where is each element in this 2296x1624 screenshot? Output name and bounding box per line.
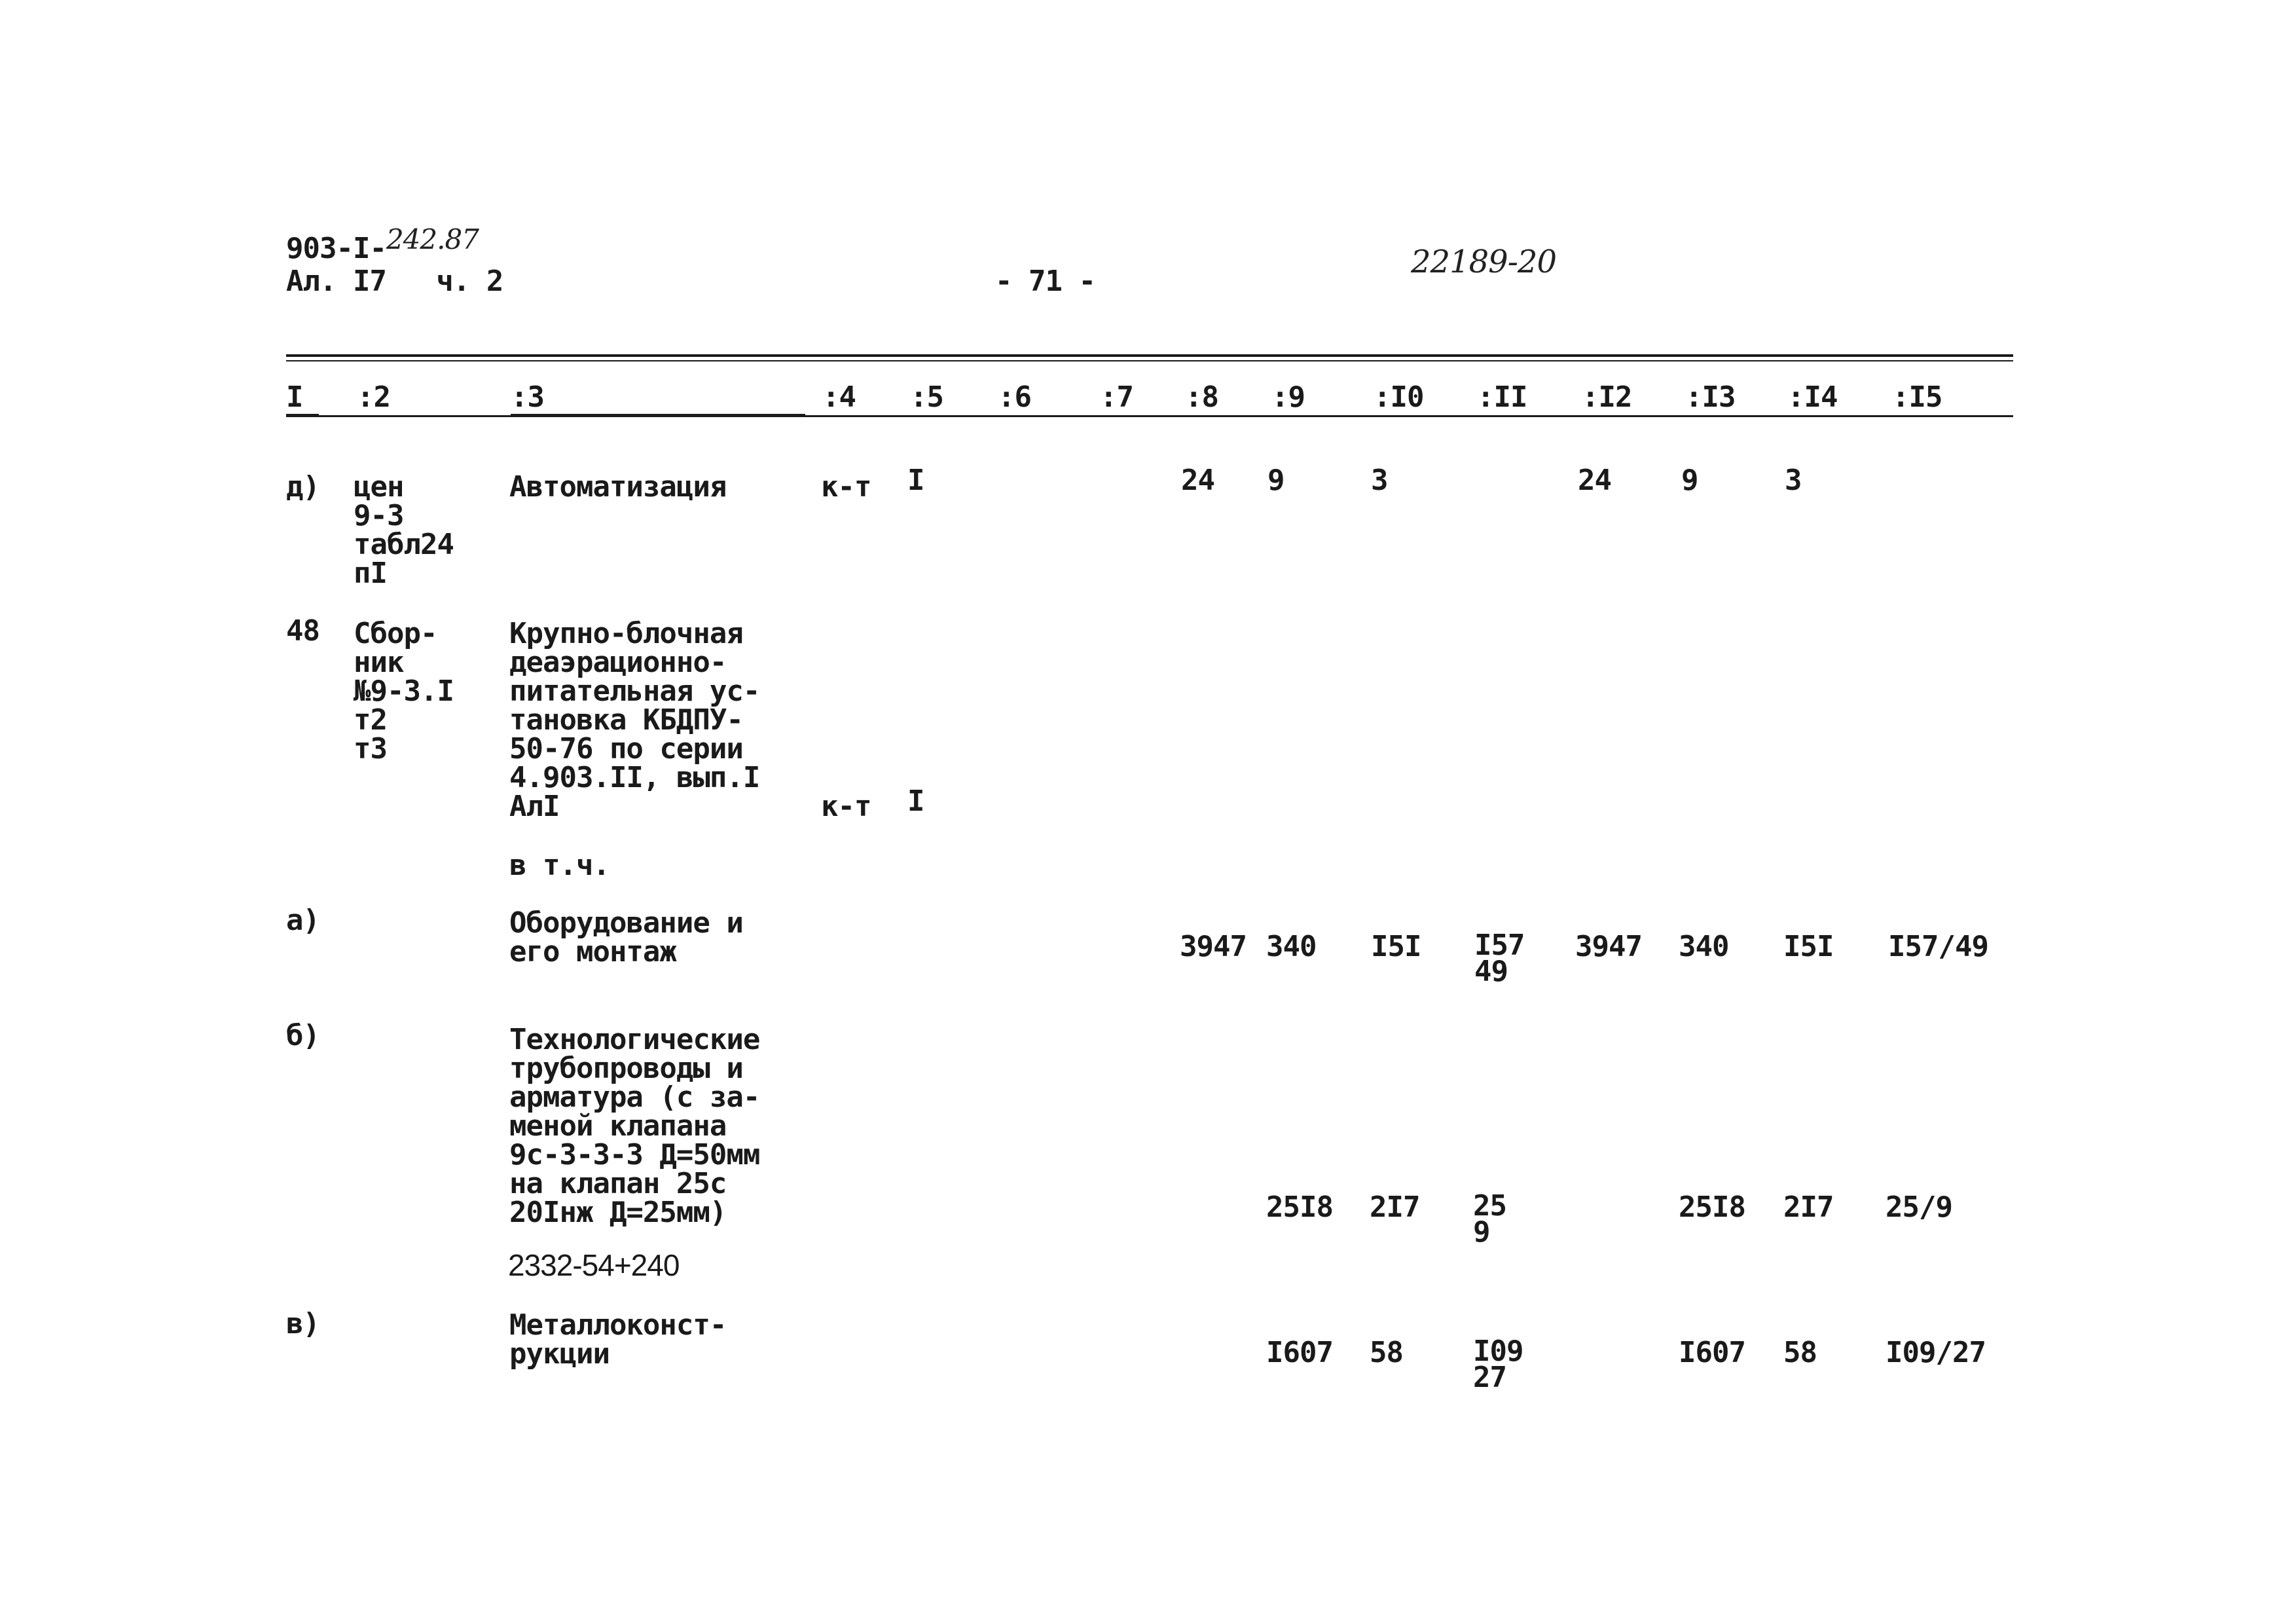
doc-code-prefix: 903-I- <box>286 232 386 265</box>
cell-index: а) <box>286 904 319 937</box>
column-header-11: :II <box>1477 380 1527 414</box>
cell-unit: к-т <box>821 470 871 504</box>
cell-col11: I57 49 <box>1474 929 1525 988</box>
cell-col15: 25/9 <box>1886 1190 1952 1224</box>
column-header-3: :3 <box>511 380 544 414</box>
cell-col13: 9 <box>1681 464 1698 497</box>
album-line: Ал. I7 ч. 2 <box>286 265 503 298</box>
cell-col15: I09/27 <box>1886 1336 1986 1369</box>
cell-name: Оборудование и его монтаж <box>509 906 743 969</box>
column-header-15: :I5 <box>1892 380 1942 414</box>
cell-col10: 58 <box>1370 1336 1403 1369</box>
column-header-14: :I4 <box>1787 380 1838 414</box>
cell-col10: 2I7 <box>1370 1190 1420 1224</box>
column-header-1: I <box>286 380 303 414</box>
cell-col10: I5I <box>1371 930 1421 963</box>
table-top-rule-thin <box>286 360 2013 361</box>
cell-col11: 25 9 <box>1473 1189 1506 1249</box>
column-header-12: :I2 <box>1582 380 1632 414</box>
column-header-8: :8 <box>1185 380 1218 414</box>
cell-quantity: I <box>907 464 924 497</box>
column-header-4: :4 <box>822 380 856 414</box>
cell-col14: 2I7 <box>1783 1190 1834 1224</box>
cell-name: Крупно-блочная деаэрационно- питательная ус- тановка КБДПУ- 50-76 по серии 4.903.II, вып.I АлI <box>509 617 760 823</box>
cell-col12: 24 <box>1578 464 1611 497</box>
cell-index: д) <box>286 470 319 504</box>
column-header-7: :7 <box>1100 380 1133 414</box>
cell-reference: цен 9-3 табл24 пI <box>354 470 454 590</box>
cell-including-note: в т.ч. <box>509 849 610 882</box>
cell-reference: Сбор- ник №9-3.I т2 т3 <box>354 617 454 766</box>
cell-col15: I57/49 <box>1888 930 1988 963</box>
column-header-2: :2 <box>357 380 390 414</box>
doc-code <box>286 223 479 265</box>
cell-col8: 3947 <box>1180 930 1247 963</box>
cell-col12: 3947 <box>1575 930 1642 963</box>
cell-col14: 58 <box>1783 1336 1817 1369</box>
cell-col14: 3 <box>1785 464 1802 497</box>
inventory-number: 22189-20 <box>1411 244 1556 280</box>
cell-name: Технологические трубопроводы и арматура (с за- меной клапана 9с-3-3-3 Д=50мм на клапан 25с 20Iнж Д=25мм) <box>509 1023 760 1229</box>
column-header-13: :I3 <box>1685 380 1736 414</box>
column-header-6: :6 <box>998 380 1031 414</box>
cell-quantity: I <box>907 784 924 818</box>
cell-col9: 340 <box>1266 930 1317 963</box>
cell-col9: 9 <box>1267 464 1285 497</box>
cell-col9: 25I8 <box>1266 1190 1333 1224</box>
cell-calculation-note: 2332-54+240 <box>508 1248 680 1282</box>
column-header-10: :I0 <box>1374 380 1424 414</box>
cell-col13: 25I8 <box>1679 1190 1745 1224</box>
column-header-5: :5 <box>910 380 943 414</box>
cell-col10: 3 <box>1371 464 1388 497</box>
cell-col14: I5I <box>1783 930 1834 963</box>
cell-index: в) <box>286 1307 319 1340</box>
cell-col13: 340 <box>1679 930 1729 963</box>
cell-name: Автоматизация <box>509 470 727 504</box>
doc-code-handwritten: 242.87 <box>386 223 479 255</box>
header-bottom-rule <box>286 415 2013 417</box>
cell-col8: 24 <box>1181 464 1214 497</box>
table-top-rule <box>286 354 2013 357</box>
cell-index: 48 <box>286 614 319 648</box>
cell-index: б) <box>286 1019 319 1052</box>
cell-col9: I607 <box>1266 1336 1333 1369</box>
cell-unit: к-т <box>821 790 871 823</box>
cell-col13: I607 <box>1679 1336 1745 1369</box>
column-header-9: :9 <box>1271 380 1305 414</box>
page-number: - 71 - <box>995 265 1095 298</box>
cell-name: Металлоконст- рукции <box>509 1308 727 1371</box>
cell-col11: I09 27 <box>1473 1335 1523 1394</box>
